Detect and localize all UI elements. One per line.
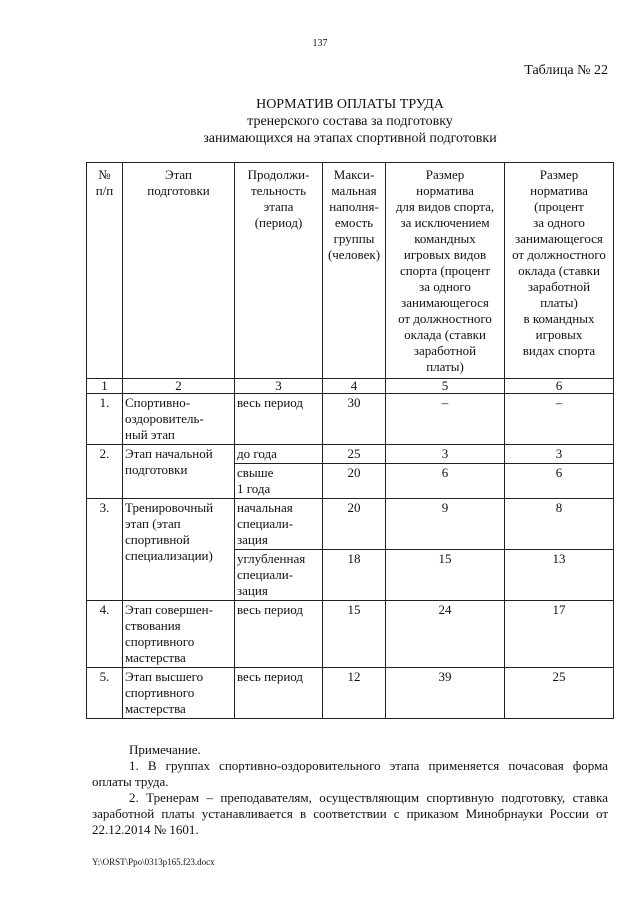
header-rate-team: Размер норматива (процент за одного занимающегося от должностного оклада (ставки заработной платы) в командных игровых видах спорта: [505, 163, 614, 379]
header-stage: Этап подготовки: [123, 163, 235, 379]
table-title: [0, 96, 640, 147]
norm-table: [86, 162, 614, 719]
max-group-cell: 12: [323, 668, 386, 719]
header-rate-individual: Размер норматива для видов спорта, за исключением командных игровых видов спорта (процент за одного занимающегося от должностного оклада (ставки заработной платы): [386, 163, 505, 379]
stage-cell: Этап высшего спортивного мастерства: [123, 668, 235, 719]
column-number-row: [87, 379, 614, 394]
header-duration: Продолжи- тельность этапа (период): [235, 163, 323, 379]
rate-individual-cell: –: [386, 394, 505, 445]
rate-team-cell: 6: [505, 464, 614, 499]
rate-individual-cell: 39: [386, 668, 505, 719]
table-body: [87, 394, 614, 719]
max-group-cell: 25: [323, 445, 386, 464]
max-group-cell: 30: [323, 394, 386, 445]
max-group-cell: 18: [323, 550, 386, 601]
stage-cell: Тренировочный этап (этап спортивной специализации): [123, 499, 235, 601]
rate-team-cell: 3: [505, 445, 614, 464]
rate-team-cell: –: [505, 394, 614, 445]
table-row: [87, 394, 614, 445]
title-line-1: НОРМАТИВ ОПЛАТЫ ТРУДА: [256, 97, 444, 112]
rate-individual-cell: 3: [386, 445, 505, 464]
row-number: 1.: [87, 394, 123, 445]
table-header: [87, 163, 614, 394]
table-label: Таблица № 22: [524, 63, 608, 78]
note-item: 2. Тренерам – преподавателям, осуществляющим спортивную подготовку, ставка заработной платы устанавливается в соответствии с приказом Минобрнауки России от 22.12.2014 № 1601.: [92, 790, 608, 837]
column-number: 4: [323, 379, 386, 394]
row-number: 2.: [87, 445, 123, 499]
duration-cell: углубленная специали- зация: [235, 550, 323, 601]
duration-cell: весь период: [235, 668, 323, 719]
max-group-cell: 15: [323, 601, 386, 668]
rate-team-cell: 25: [505, 668, 614, 719]
column-number: 1: [87, 379, 123, 394]
column-number: 2: [123, 379, 235, 394]
header-max-group: Макси- мальная наполня- емость группы (человек): [323, 163, 386, 379]
notes: [92, 742, 608, 838]
column-number: 5: [386, 379, 505, 394]
page-number: 137: [312, 38, 328, 49]
row-number: 4.: [87, 601, 123, 668]
file-path: Y:\ORST\Ppo\0313p165.f23.docx: [92, 857, 215, 867]
rate-team-cell: 17: [505, 601, 614, 668]
header-row: [87, 163, 614, 379]
duration-cell: весь период: [235, 394, 323, 445]
rate-individual-cell: 9: [386, 499, 505, 550]
duration-cell: свыше 1 года: [235, 464, 323, 499]
duration-cell: начальная специали- зация: [235, 499, 323, 550]
row-number: 3.: [87, 499, 123, 601]
table-row: [87, 668, 614, 719]
row-number: 5.: [87, 668, 123, 719]
column-number: 6: [505, 379, 614, 394]
max-group-cell: 20: [323, 499, 386, 550]
duration-cell: весь период: [235, 601, 323, 668]
duration-cell: до года: [235, 445, 323, 464]
title-line-3: занимающихся на этапах спортивной подготовки: [203, 131, 497, 146]
stage-cell: Этап совершен- ствования спортивного мастерства: [123, 601, 235, 668]
stage-cell: Спортивно- оздоровитель- ный этап: [123, 394, 235, 445]
rate-individual-cell: 6: [386, 464, 505, 499]
rate-team-cell: 13: [505, 550, 614, 601]
table-row: [87, 499, 614, 550]
table-row: [87, 445, 614, 464]
rate-individual-cell: 15: [386, 550, 505, 601]
stage-cell: Этап начальной подготовки: [123, 445, 235, 499]
notes-title: Примечание.: [129, 742, 201, 757]
title-line-2: тренерского состава за подготовку: [247, 114, 453, 129]
rate-individual-cell: 24: [386, 601, 505, 668]
header-number: № п/п: [87, 163, 123, 379]
rate-team-cell: 8: [505, 499, 614, 550]
table-row: [87, 601, 614, 668]
column-number: 3: [235, 379, 323, 394]
max-group-cell: 20: [323, 464, 386, 499]
note-item: 1. В группах спортивно-оздоровительного этапа применяется почасовая форма оплаты труда.: [92, 758, 608, 789]
